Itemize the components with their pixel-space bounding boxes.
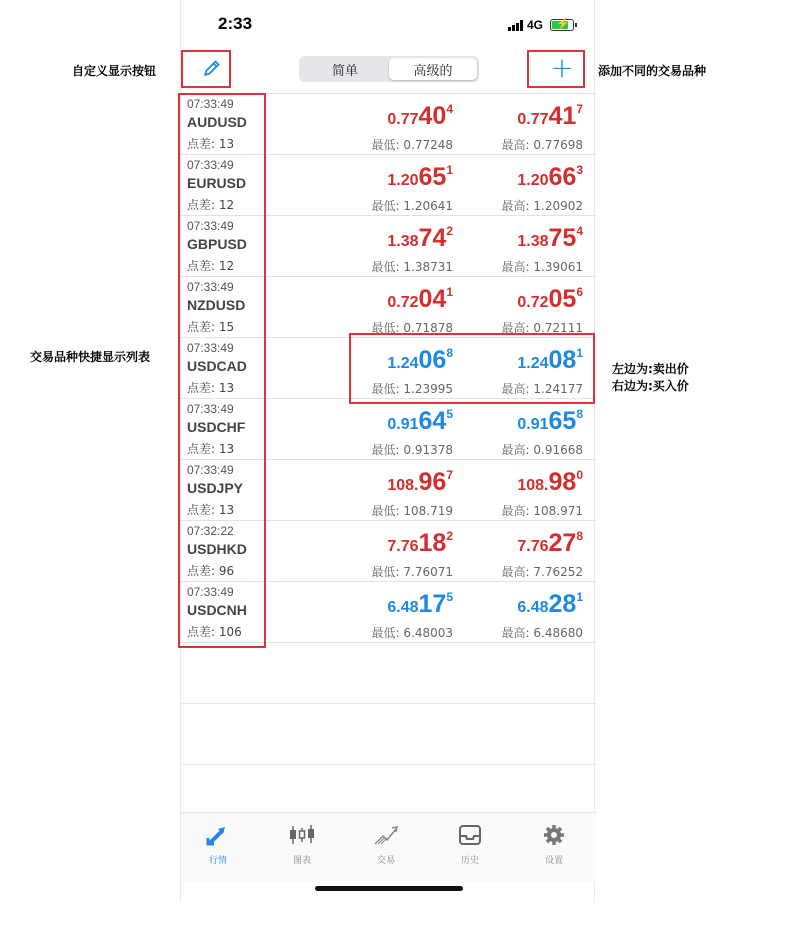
ask-price[interactable]: 1.2066$^3$ bbox=[517, 163, 583, 191]
quotes-arrows-icon bbox=[205, 823, 231, 847]
high-price: 最高: 0.72111 bbox=[501, 321, 583, 335]
high-price: 最高: 1.39061 bbox=[501, 260, 583, 274]
annotation-box-add bbox=[527, 50, 585, 88]
tab-settings[interactable]: 设置 bbox=[524, 823, 584, 866]
annotation-list-note: 交易品种快捷显示列表 bbox=[30, 350, 151, 364]
high-price: 最高: 0.91668 bbox=[501, 443, 583, 457]
annotation-edit-note: 自定义显示按钮 bbox=[72, 64, 157, 78]
annotation-box-prices bbox=[349, 333, 595, 404]
status-time: 2:33 bbox=[218, 14, 253, 33]
low-price: 最低: 7.76071 bbox=[371, 565, 453, 579]
quote-symbol: EURUSD bbox=[187, 175, 247, 191]
quote-spread: 点差: 13 bbox=[187, 381, 235, 395]
quote-time: 07:32:22 bbox=[187, 524, 234, 538]
ask-price[interactable]: 0.7741$^7$ bbox=[517, 102, 583, 130]
quote-symbol: GBPUSD bbox=[187, 236, 247, 252]
quote-spread: 点差: 13 bbox=[187, 442, 235, 456]
quote-spread: 点差: 15 bbox=[187, 320, 235, 334]
quote-spread: 点差: 12 bbox=[187, 198, 235, 212]
quote-symbol: NZDUSD bbox=[187, 297, 246, 313]
list-divider bbox=[181, 703, 596, 704]
high-price: 最高: 1.24177 bbox=[501, 382, 583, 396]
quote-time: 07:33:49 bbox=[187, 158, 234, 172]
quote-symbol: USDCNH bbox=[187, 602, 247, 618]
high-price: 最高: 108.971 bbox=[501, 504, 583, 518]
bid-price[interactable]: 6.4817$^5$ bbox=[387, 590, 453, 618]
low-price: 最低: 0.77248 bbox=[371, 138, 453, 152]
ask-price[interactable]: 7.7627$^8$ bbox=[517, 529, 583, 557]
quote-time: 07:33:49 bbox=[187, 341, 234, 355]
low-price: 最低: 1.20641 bbox=[371, 199, 453, 213]
quote-symbol: USDHKD bbox=[187, 541, 247, 557]
candlestick-chart-icon bbox=[287, 823, 317, 847]
quote-time: 07:33:49 bbox=[187, 97, 234, 111]
quote-symbol: AUDUSD bbox=[187, 114, 247, 130]
plus-icon: + bbox=[550, 51, 574, 84]
ask-price[interactable]: 0.9165$^8$ bbox=[517, 407, 583, 435]
bid-price[interactable]: 1.2065$^1$ bbox=[387, 163, 453, 191]
annotation-add-note: 添加不同的交易品种 bbox=[598, 64, 707, 78]
tab-quotes[interactable]: 行情 bbox=[188, 823, 248, 866]
bid-price[interactable]: 0.7204$^1$ bbox=[387, 285, 453, 313]
high-price: 最高: 7.76252 bbox=[501, 565, 583, 579]
quote-spread: 点差: 13 bbox=[187, 137, 235, 151]
ask-price[interactable]: 6.4828$^1$ bbox=[517, 590, 583, 618]
high-price: 最高: 1.20902 bbox=[501, 199, 583, 213]
quote-symbol: USDCHF bbox=[187, 419, 246, 435]
bottom-tab-bar bbox=[181, 812, 596, 882]
tab-history[interactable]: 历史 bbox=[440, 823, 500, 866]
low-price: 最低: 1.38731 bbox=[371, 260, 453, 274]
annotation-price-note-right: 右边为:买入价 bbox=[612, 379, 689, 393]
history-inbox-icon bbox=[457, 823, 483, 847]
quote-time: 07:33:49 bbox=[187, 219, 234, 233]
quote-symbol: USDJPY bbox=[187, 480, 244, 496]
low-price: 最低: 6.48003 bbox=[371, 626, 453, 640]
annotation-box-edit bbox=[181, 50, 231, 88]
tab-simple[interactable]: 简单 bbox=[331, 63, 358, 79]
bid-price[interactable]: 0.7740$^4$ bbox=[387, 102, 453, 130]
quote-spread: 点差: 12 bbox=[187, 259, 235, 273]
quote-symbol: USDCAD bbox=[187, 358, 247, 374]
low-price: 最低: 1.23995 bbox=[371, 382, 453, 396]
quote-time: 07:33:49 bbox=[187, 585, 234, 599]
tab-charts[interactable]: 图表 bbox=[272, 823, 332, 866]
annotation-price-note-left: 左边为:卖出价 bbox=[612, 362, 689, 376]
bid-price[interactable]: 1.3874$^2$ bbox=[387, 224, 453, 252]
trade-trend-icon bbox=[372, 823, 400, 847]
list-divider bbox=[181, 764, 596, 765]
high-price: 最高: 6.48680 bbox=[501, 626, 583, 640]
quote-time: 07:33:49 bbox=[187, 402, 234, 416]
quote-spread: 点差: 106 bbox=[187, 625, 242, 639]
view-mode-segmented-control bbox=[299, 56, 479, 82]
signal-icon bbox=[508, 20, 523, 31]
tab-advanced[interactable]: 高级的 bbox=[389, 58, 477, 80]
gear-icon bbox=[541, 823, 567, 847]
quote-spread: 点差: 13 bbox=[187, 503, 235, 517]
quote-time: 07:33:49 bbox=[187, 463, 234, 477]
annotation-box-list bbox=[178, 93, 266, 648]
quote-time: 07:33:49 bbox=[187, 280, 234, 294]
high-price: 最高: 0.77698 bbox=[501, 138, 583, 152]
battery-icon: ⚡ bbox=[550, 19, 574, 31]
low-price: 最低: 0.91378 bbox=[371, 443, 453, 457]
ask-price[interactable]: 1.2408$^1$ bbox=[517, 346, 583, 374]
bid-price[interactable]: 7.7618$^2$ bbox=[387, 529, 453, 557]
bid-price[interactable]: 0.9164$^5$ bbox=[387, 407, 453, 435]
status-indicators bbox=[508, 18, 574, 32]
ask-price[interactable]: 1.3875$^4$ bbox=[517, 224, 583, 252]
ask-price[interactable]: 0.7205$^6$ bbox=[517, 285, 583, 313]
home-indicator bbox=[315, 886, 463, 891]
network-label: 4G bbox=[526, 18, 543, 32]
ask-price[interactable]: 108.98$^0$ bbox=[517, 468, 583, 496]
bid-price[interactable]: 108.96$^7$ bbox=[387, 468, 453, 496]
quote-spread: 点差: 96 bbox=[187, 564, 235, 578]
low-price: 最低: 0.71878 bbox=[371, 321, 453, 335]
tab-trade[interactable]: 交易 bbox=[356, 823, 416, 866]
bid-price[interactable]: 1.2406$^8$ bbox=[387, 346, 453, 374]
low-price: 最低: 108.719 bbox=[371, 504, 453, 518]
